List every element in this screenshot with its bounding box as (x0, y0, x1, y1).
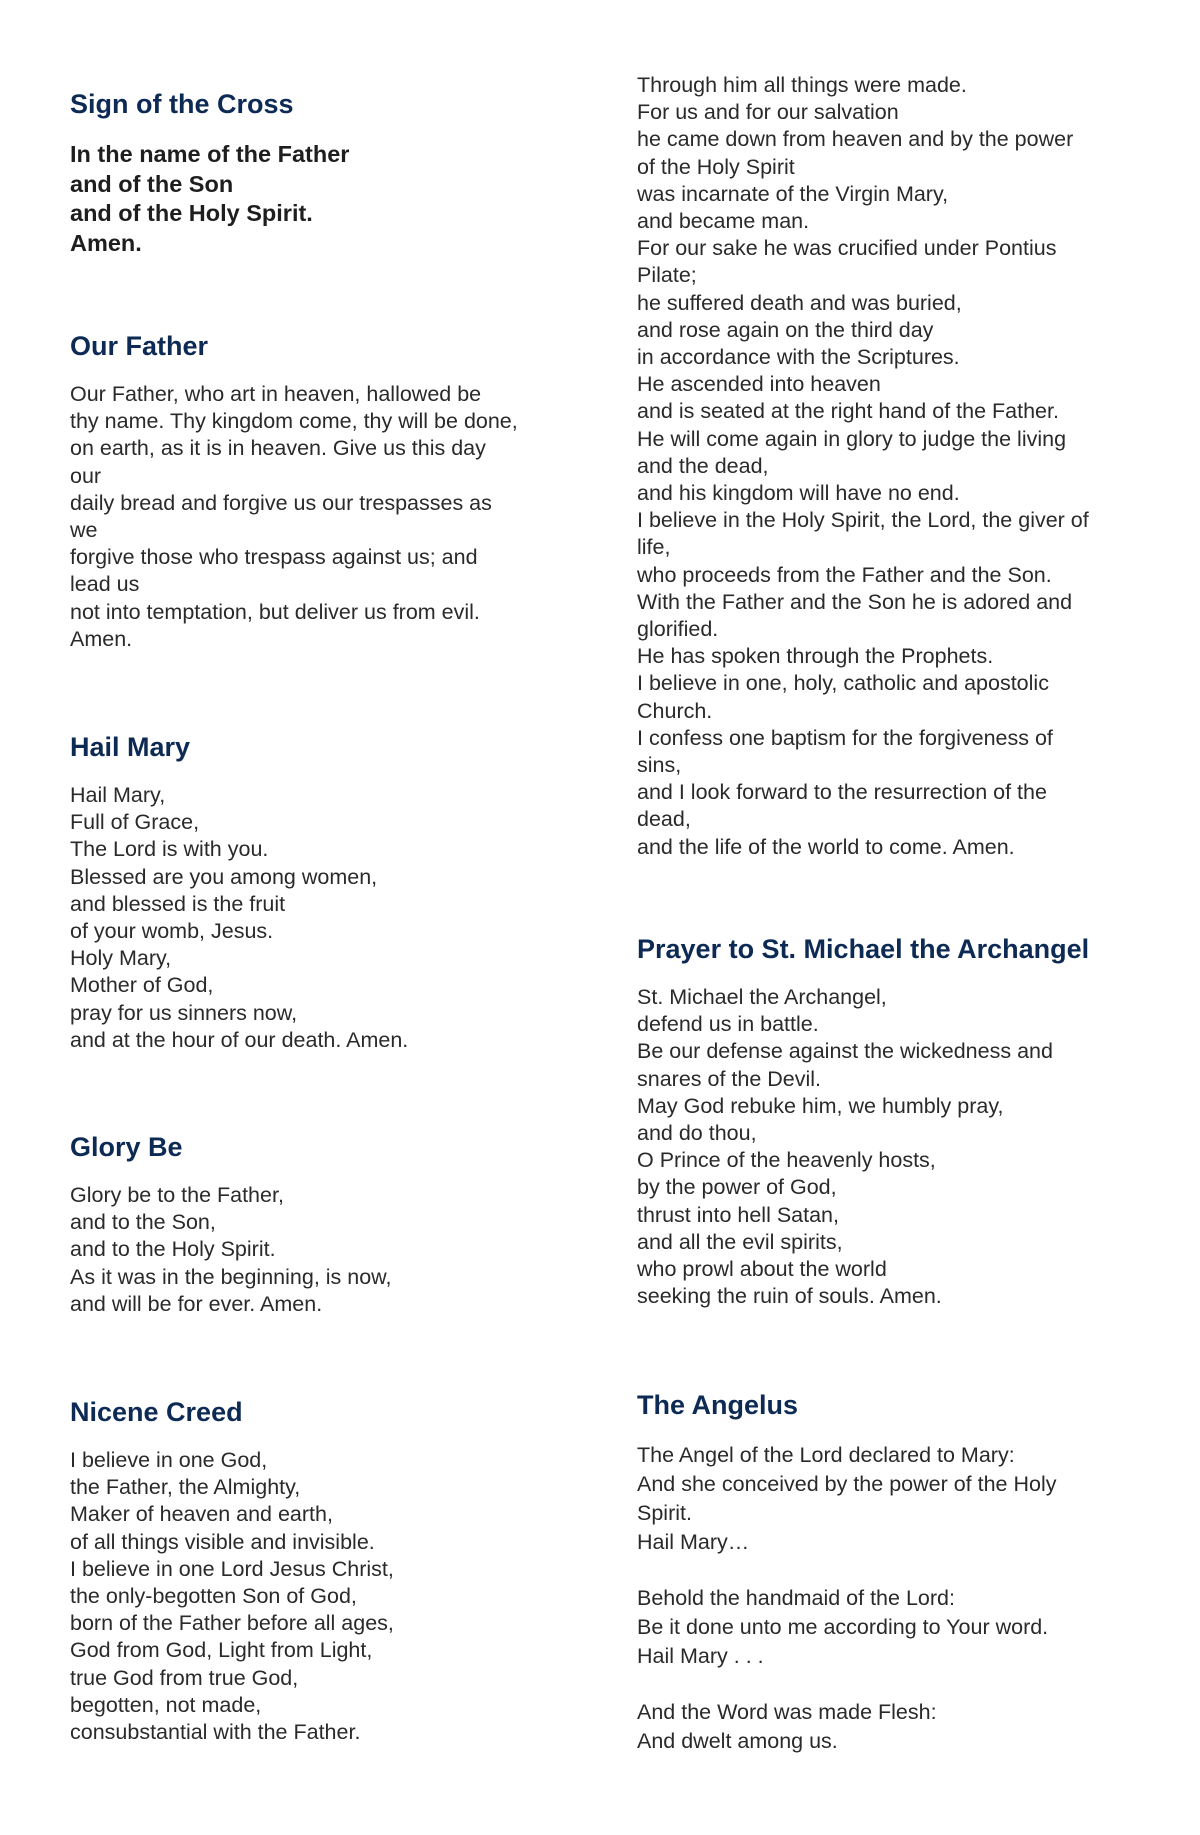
section-heading-st-michael: Prayer to St. Michael the Archangel (637, 934, 1090, 964)
text-line: and of the Son (70, 170, 234, 197)
text-line: forgive those who trespass against us; and (70, 545, 478, 570)
hail-mary-text (70, 782, 570, 1054)
text-line: by the power of God, (637, 1175, 837, 1200)
text-line: the Father, the Almighty, (70, 1475, 301, 1500)
text-line: who proceeds from the Father and the Son. (637, 562, 1052, 587)
text-line: and do thou, (637, 1121, 757, 1146)
text-line: true God from true God, (70, 1665, 299, 1690)
text-line: Be our defense against the wickedness and (637, 1039, 1053, 1064)
text-line: For our sake he was crucified under Pontius (637, 236, 1057, 261)
section-heading-sign-of-the-cross: Sign of the Cross (70, 89, 294, 119)
text-line: Pilate; (637, 263, 697, 288)
text-line: our (70, 463, 102, 488)
section-heading-nicene-creed: Nicene Creed (70, 1397, 243, 1427)
text-line: on earth, as it is in heaven. Give us this day (70, 436, 486, 461)
text-line: begotten, not made, (70, 1692, 262, 1717)
text-line: He has spoken through the Prophets. (637, 644, 994, 669)
text-line: thrust into hell Satan, (637, 1202, 839, 1227)
text-line: Amen. (70, 229, 142, 256)
text-line: Behold the handmaid of the Lord: (637, 1586, 955, 1610)
text-line: he came down from heaven and by the power (637, 127, 1074, 152)
text-line: Holy Mary, (70, 946, 172, 971)
our-father-text (70, 381, 570, 653)
text-line: and of the Holy Spirit. (70, 200, 313, 226)
text-line: not into temptation, but deliver us from evil. (70, 599, 480, 624)
text-line: God from God, Light from Light, (70, 1638, 373, 1663)
text-line: who prowl about the world (637, 1257, 887, 1282)
st-michael-text (637, 984, 1157, 1310)
text-line: and at the hour of our death. Amen. (70, 1027, 409, 1052)
text-line: Amen. (70, 626, 133, 651)
text-line: Through him all things were made. (637, 73, 967, 97)
text-line: and to the Son, (70, 1210, 216, 1235)
text-line: Church. (637, 698, 713, 723)
text-line: As it was in the beginning, is now, (70, 1264, 392, 1289)
text-line: he suffered death and was buried, (637, 290, 962, 315)
text-line: Spirit. (637, 1501, 692, 1525)
text-line: Mother of God, (70, 973, 214, 998)
blank-line (637, 1671, 1157, 1698)
text-line: Our Father, who art in heaven, hallowed be (70, 382, 482, 406)
text-line: lead us (70, 572, 140, 597)
text-line: snares of the Devil. (637, 1066, 822, 1091)
text-line: consubstantial with the Father. (70, 1720, 361, 1745)
text-line: For us and for our salvation (637, 100, 899, 125)
text-line: daily bread and forgive us our trespasses as (70, 490, 492, 515)
section-heading-hail-mary: Hail Mary (70, 732, 191, 762)
text-line: was incarnate of the Virgin Mary, (637, 181, 949, 206)
text-line: glorified. (637, 617, 719, 642)
sign-of-the-cross-text (70, 140, 570, 258)
our-father-section (70, 330, 570, 653)
blank-line (637, 1557, 1157, 1584)
hail-mary-section (70, 731, 570, 1054)
text-line: St. Michael the Archangel, (637, 985, 887, 1009)
section-heading-glory-be: Glory Be (70, 1132, 183, 1162)
text-line: and the dead, (637, 453, 769, 478)
text-line: May God rebuke him, we humbly pray, (637, 1093, 1004, 1118)
text-line: Hail Mary, (70, 783, 166, 807)
text-line: O Prince of the heavenly hosts, (637, 1148, 936, 1173)
glory-be-section (70, 1131, 570, 1318)
text-line: of the Holy Spirit (637, 154, 795, 179)
text-line: Maker of heaven and earth, (70, 1502, 333, 1527)
text-line: and will be for ever. Amen. (70, 1291, 323, 1316)
text-line: defend us in battle. (637, 1012, 819, 1037)
nicene-creed-section (70, 1396, 570, 1746)
nicene-creed-continued-section (637, 72, 1157, 861)
text-line: Full of Grace, (70, 810, 200, 835)
text-line: of all things visible and invisible. (70, 1529, 375, 1554)
text-line: and all the evil spirits, (637, 1229, 843, 1254)
text-line: and I look forward to the resurrection of the (637, 780, 1047, 805)
text-line: we (70, 518, 98, 543)
text-line: and became man. (637, 209, 810, 234)
text-line: Blessed are you among women, (70, 864, 378, 889)
angelus-text (637, 1441, 1157, 1756)
text-line: seeking the ruin of souls. Amen. (637, 1284, 942, 1309)
text-line: in accordance with the Scriptures. (637, 345, 960, 370)
text-line: Be it done unto me according to Your word. (637, 1615, 1049, 1639)
text-line: I believe in one God, (70, 1448, 268, 1472)
text-line: and blessed is the fruit (70, 891, 286, 916)
text-line: pray for us sinners now, (70, 1000, 298, 1025)
nicene-creed-continued-text (637, 72, 1157, 861)
text-line: Hail Mary… (637, 1530, 750, 1554)
text-line: The Angel of the Lord declared to Mary: (637, 1443, 1015, 1467)
text-line: sins, (637, 753, 682, 778)
text-line: I believe in one, holy, catholic and apostolic (637, 671, 1049, 696)
text-line: Hail Mary . . . (637, 1644, 764, 1668)
text-line: And she conceived by the power of the Holy (637, 1472, 1057, 1496)
text-line: and the life of the world to come. Amen. (637, 834, 1015, 859)
text-line: He will come again in glory to judge the living (637, 426, 1067, 451)
nicene-creed-text (70, 1447, 570, 1746)
text-line: the only-begotten Son of God, (70, 1584, 357, 1609)
text-line: I believe in one Lord Jesus Christ, (70, 1556, 394, 1581)
text-line: life, (637, 535, 671, 560)
text-line: born of the Father before all ages, (70, 1611, 394, 1636)
text-line: Glory be to the Father, (70, 1183, 284, 1207)
text-line: And the Word was made Flesh: (637, 1700, 937, 1724)
text-line: and rose again on the third day (637, 317, 934, 342)
glory-be-text (70, 1182, 570, 1318)
st-michael-section (637, 933, 1157, 1310)
text-line: With the Father and the Son he is adored and (637, 589, 1073, 614)
sign-of-the-cross-section (70, 88, 570, 258)
section-heading-our-father: Our Father (70, 331, 209, 361)
text-line: The Lord is with you. (70, 837, 269, 862)
text-line: and his kingdom will have no end. (637, 481, 960, 506)
angelus-section (637, 1389, 1157, 1756)
text-line: and is seated at the right hand of the Father. (637, 399, 1059, 424)
text-line: of your womb, Jesus. (70, 919, 274, 944)
text-line: dead, (637, 807, 691, 832)
section-heading-angelus: The Angelus (637, 1390, 799, 1420)
text-line: I confess one baptism for the forgiveness of (637, 725, 1053, 750)
text-line: I believe in the Holy Spirit, the Lord, the giver of (637, 508, 1089, 533)
text-line: And dwelt among us. (637, 1729, 838, 1753)
text-line: thy name. Thy kingdom come, thy will be done, (70, 409, 518, 434)
text-line: and to the Holy Spirit. (70, 1237, 276, 1262)
text-line: He ascended into heaven (637, 372, 881, 397)
text-line: In the name of the Father (70, 141, 350, 167)
